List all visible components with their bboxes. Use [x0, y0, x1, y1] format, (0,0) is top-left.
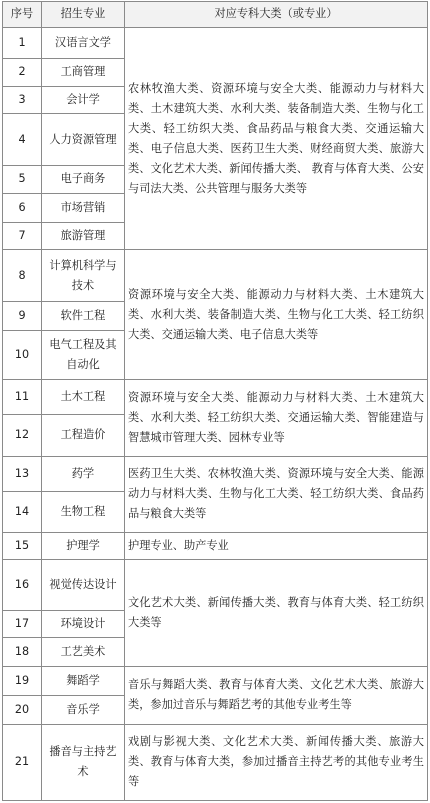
row-major: 工商管理 — [42, 58, 125, 86]
row-index: 9 — [3, 301, 42, 330]
table-row — [3, 724, 428, 800]
row-major: 电子商务 — [42, 165, 125, 193]
row-major: 视觉传达设计 — [42, 559, 125, 611]
row-major: 护理学 — [42, 532, 125, 559]
row-index: 3 — [3, 86, 42, 114]
row-index: 20 — [3, 695, 42, 724]
category-cell: 农林牧渔大类、资源环境与安全大类、能源动力与材料大类、土木建筑大类、水利大类、装备制造大类、生物与化工大类、轻工纺织大类、食品药品与粮食大类、交通运输大类、电子信息大类、医药卫生大类、财经商贸大类、旅游大类、文化艺术大类、新闻传播大类、 教育与体育大类、公安与司法大类、公共管理与服务大类等 — [125, 27, 428, 250]
row-major: 生物工程 — [42, 491, 125, 532]
row-index: 8 — [3, 250, 42, 302]
table-row — [3, 456, 428, 491]
category-cell: 文化艺术大类、新闻传播大类、教育与体育大类、轻工纺织大类等 — [125, 559, 428, 666]
category-cell: 资源环境与安全大类、能源动力与材料大类、土木建筑大类、水利大类、装备制造大类、生物与化工大类、轻工纺织大类、交通运输大类、电子信息大类等 — [125, 250, 428, 380]
row-major: 环境设计 — [42, 611, 125, 638]
row-index: 17 — [3, 611, 42, 638]
table-header-row — [3, 2, 428, 28]
row-index: 2 — [3, 58, 42, 86]
table-row — [3, 380, 428, 415]
row-major: 会计学 — [42, 86, 125, 114]
category-cell: 护理专业、助产专业 — [125, 532, 428, 559]
header-category: 对应专科大类（或专业） — [125, 2, 428, 28]
row-major: 音乐学 — [42, 695, 125, 724]
table-row — [3, 666, 428, 695]
row-index: 7 — [3, 222, 42, 250]
header-major: 招生专业 — [42, 2, 125, 28]
category-cell: 医药卫生大类、农林牧渔大类、资源环境与安全大类、能源动力与材料大类、生物与化工大类、轻工纺织大类、食品药品与粮食大类等 — [125, 456, 428, 532]
table-row — [3, 532, 428, 559]
row-major: 汉语言文学 — [42, 27, 125, 58]
row-major: 工程造价 — [42, 415, 125, 456]
row-index: 13 — [3, 456, 42, 491]
row-major: 市场营销 — [42, 193, 125, 222]
row-major: 旅游管理 — [42, 222, 125, 250]
row-index: 16 — [3, 559, 42, 611]
row-index: 18 — [3, 638, 42, 667]
row-index: 1 — [3, 27, 42, 58]
row-major: 计算机科学与技术 — [42, 250, 125, 302]
row-major: 播音与主持艺术 — [42, 724, 125, 800]
row-index: 5 — [3, 165, 42, 193]
row-index: 19 — [3, 666, 42, 695]
category-cell: 资源环境与安全大类、能源动力与材料大类、土木建筑大类、水利大类、轻工纺织大类、交通运输大类、智能建造与智慧城市管理大类、园林专业等 — [125, 380, 428, 456]
row-major: 土木工程 — [42, 380, 125, 415]
row-index: 21 — [3, 724, 42, 800]
table-row — [3, 27, 428, 58]
row-index: 10 — [3, 330, 42, 379]
row-major: 舞蹈学 — [42, 666, 125, 695]
table-row — [3, 559, 428, 611]
row-index: 12 — [3, 415, 42, 456]
row-index: 14 — [3, 491, 42, 532]
row-index: 6 — [3, 193, 42, 222]
row-major: 人力资源管理 — [42, 114, 125, 166]
category-cell: 音乐与舞蹈大类、教育与体育大类、文化艺术大类、旅游大类，参加过音乐与舞蹈艺考的其他专业考生等 — [125, 666, 428, 724]
row-index: 15 — [3, 532, 42, 559]
row-major: 药学 — [42, 456, 125, 491]
row-index: 11 — [3, 380, 42, 415]
row-index: 4 — [3, 114, 42, 166]
category-cell: 戏剧与影视大类、文化艺术大类、新闻传播大类、旅游大类、教育与体育大类，参加过播音主持艺考的其他专业考生等 — [125, 724, 428, 800]
table-row — [3, 250, 428, 302]
row-major: 软件工程 — [42, 301, 125, 330]
major-category-table — [2, 1, 428, 801]
row-major: 工艺美术 — [42, 638, 125, 667]
header-index: 序号 — [3, 2, 42, 28]
row-major: 电气工程及其自动化 — [42, 330, 125, 379]
